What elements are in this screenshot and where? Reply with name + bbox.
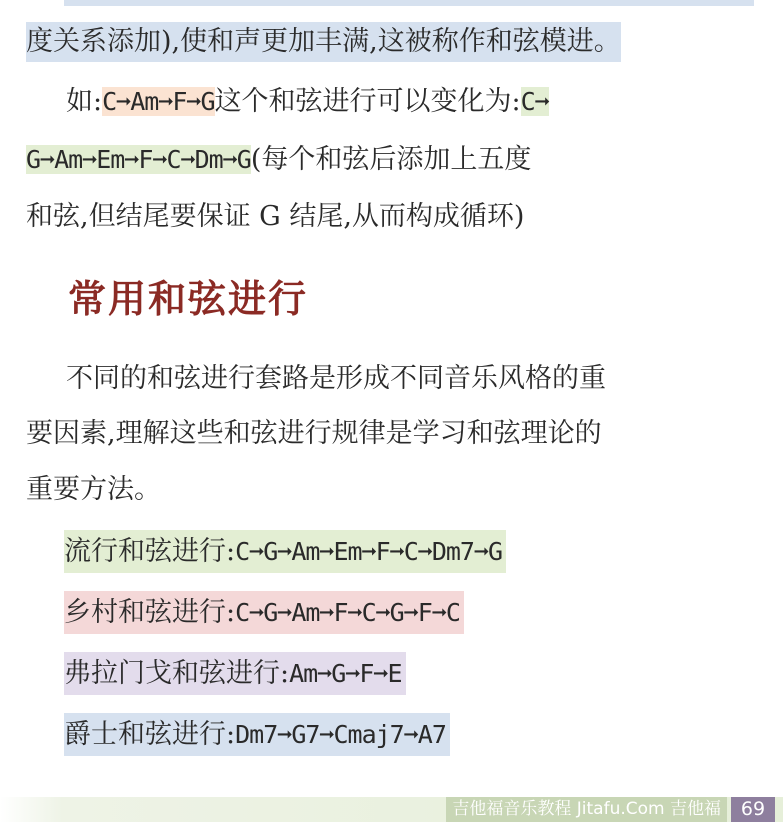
progression-country [64, 591, 464, 634]
section-title: 常用和弦进行 [68, 277, 309, 321]
progression-chords: Am➞G➞F➞E [289, 659, 402, 688]
progression-chords: Dm7➞G7➞Cmaj7➞A7 [235, 720, 446, 749]
section-para-line-3: 重要方法。 [26, 474, 161, 505]
page-number: 69 [731, 797, 775, 822]
progression-chords: C➞G➞Am➞F➞C➞G➞F➞C [235, 598, 460, 627]
progression-label: 弗拉门戈和弦进行: [64, 658, 290, 689]
variation-part-2: G➞Am➞Em➞F➞C➞Dm➞G [26, 145, 251, 174]
progression-label: 流行和弦进行: [64, 536, 236, 567]
example-line [66, 82, 549, 122]
progression-chords: C➞G➞Am➞Em➞F➞C➞Dm7➞G [235, 537, 503, 566]
section-para-line-1: 不同的和弦进行套路是形成不同音乐风格的重 [66, 363, 606, 394]
variation-part-1: C➞ [520, 87, 549, 116]
progression-pop [64, 530, 506, 573]
example-progression: C➞Am➞F➞G [102, 87, 215, 116]
variation-note-line: 和弦,但结尾要保证 G 结尾,从而构成循环) [26, 201, 525, 232]
progression-flamenco [64, 652, 406, 695]
variation-note-a: (每个和弦后添加上五度 [250, 144, 532, 175]
example-middle: 这个和弦进行可以变化为: [214, 86, 521, 117]
variation-line [26, 140, 531, 180]
body-line-1: 度关系添加),使和声更加丰满,这被称作和弦模进。 [26, 22, 621, 62]
progression-label: 爵士和弦进行: [64, 719, 236, 750]
previous-line-highlight [64, 0, 754, 6]
example-prefix: 如: [66, 86, 103, 117]
page-footer [0, 797, 783, 822]
progression-label: 乡村和弦进行: [64, 597, 236, 628]
section-para-line-2: 要因素,理解这些和弦进行规律是学习和弦理论的 [26, 418, 602, 449]
progression-jazz [64, 713, 450, 756]
footer-site-text: 吉他福音乐教程 Jitafu.Com 吉他福 [446, 797, 727, 822]
